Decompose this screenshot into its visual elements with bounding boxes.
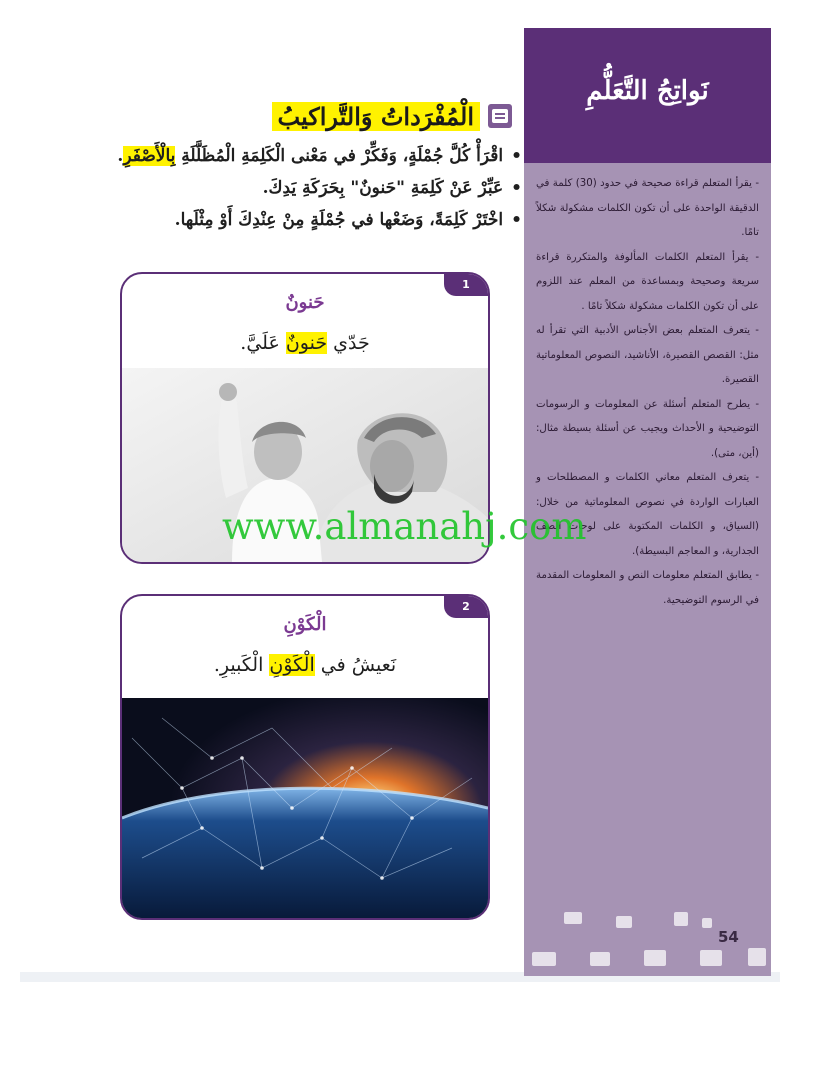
card-word: الْكَوْنِ xyxy=(283,614,327,635)
watermark: www.almanahj.com xyxy=(222,505,587,548)
sentence-text: جَدّي xyxy=(327,332,370,354)
highlighted-word: الْكَوْنِ xyxy=(269,654,315,676)
section-header xyxy=(272,98,513,134)
card-sentence xyxy=(122,654,488,676)
highlighted-word: بِالْأَصْفَرِ xyxy=(123,146,176,166)
card-number-badge: 2 xyxy=(444,596,488,618)
highlighted-word: حَنونٌ xyxy=(285,332,328,354)
vocabulary-card-2 xyxy=(120,594,490,920)
decor-block xyxy=(700,950,722,966)
sentence-text-end: عَلَيَّ. xyxy=(240,332,286,354)
decor-block xyxy=(532,952,556,966)
alphabet-icon xyxy=(488,104,512,128)
sidebar-title: نَواتِجُ التَّعَلُّمِ xyxy=(586,76,709,106)
card-number-badge: 1 xyxy=(444,274,488,296)
page-number: 54 xyxy=(718,928,739,946)
outcome-item: - يطرح المتعلم أسئلة عن المعلومات و الرسومات التوضيحية و الأحداث ويجيب عن أسئلة بسيطة مثال: (أين، متى). xyxy=(536,398,759,459)
earth-from-space-photo xyxy=(122,698,488,918)
sentence-text: نَعيشُ في xyxy=(314,654,397,676)
sidebar-header xyxy=(524,28,771,163)
section-title: الْمُفْرَداتُ وَالتَّراكيبُ xyxy=(272,102,481,131)
decor-block xyxy=(616,916,632,928)
instruction-item xyxy=(122,204,522,236)
instruction-text-end: . xyxy=(117,146,124,166)
outcome-item: - يطابق المتعلم معلومات النص و المعلومات المقدمة في الرسوم التوضيحية. xyxy=(536,570,759,606)
card-word: حَنونٌ xyxy=(285,292,325,313)
decor-block xyxy=(564,912,582,924)
instruction-item xyxy=(122,172,522,204)
outcome-item: - يقرأ المتعلم قراءة صحيحة في حدود (30) كلمة في الدقيقة الواحدة على أن تكون الكلمات مشكولة شكلاً تامًا. xyxy=(536,178,759,238)
instruction-item xyxy=(117,140,522,172)
outcome-item: - يتعرف المتعلم بعض الأجناس الأدبية التي تقرأ له مثل: القصص القصيرة، الأناشيد، النصوص المعلوماتية القصيرة. xyxy=(536,325,759,385)
decor-block xyxy=(590,952,610,966)
instruction-text: اقْرَأْ كُلَّ جُمْلَةٍ، وَفَكِّرْ في مَعْنى الْكَلِمَةِ الْمُظَلَّلَةِ xyxy=(175,146,504,166)
outcome-item: - يتعرف المتعلم معاني الكلمات و المصطلحات و العبارات الواردة في نصوص المعلوماتية من خلال:(السياق، و الكلمات المكتوبة على لوحات الصف الجدارية، و المعاجم البسيطة). xyxy=(536,472,759,557)
card-sentence xyxy=(122,332,488,354)
instruction-text: اخْتَرْ كَلِمَةً، وَضَعْها في جُمْلَةٍ مِنْ عِنْدِكَ أَوْ مِثْلَها. xyxy=(174,210,504,230)
decor-block xyxy=(702,918,712,928)
bullet-icon: • xyxy=(511,146,522,166)
decor-block xyxy=(674,912,688,926)
decor-block xyxy=(644,950,666,966)
outcome-item: - يقرأ المتعلم الكلمات المألوفة والمتكررة قراءة سريعة وصحيحة وبمساعدة من المعلم عند اللزوم على أن تكون الكلمات مشكولة شكلاً تامًا . xyxy=(536,251,759,312)
decor-block xyxy=(748,948,766,966)
bullet-icon: • xyxy=(511,178,522,198)
bullet-icon: • xyxy=(511,210,522,230)
instructions-list xyxy=(117,140,522,236)
sentence-text-end: الْكَبيرِ. xyxy=(213,654,270,676)
learning-outcomes-sidebar xyxy=(524,28,771,976)
instruction-text: عَبِّرْ عَنْ كَلِمَةِ "حَنونٌ" بِحَرَكَةِ يَدِكَ. xyxy=(262,178,504,198)
